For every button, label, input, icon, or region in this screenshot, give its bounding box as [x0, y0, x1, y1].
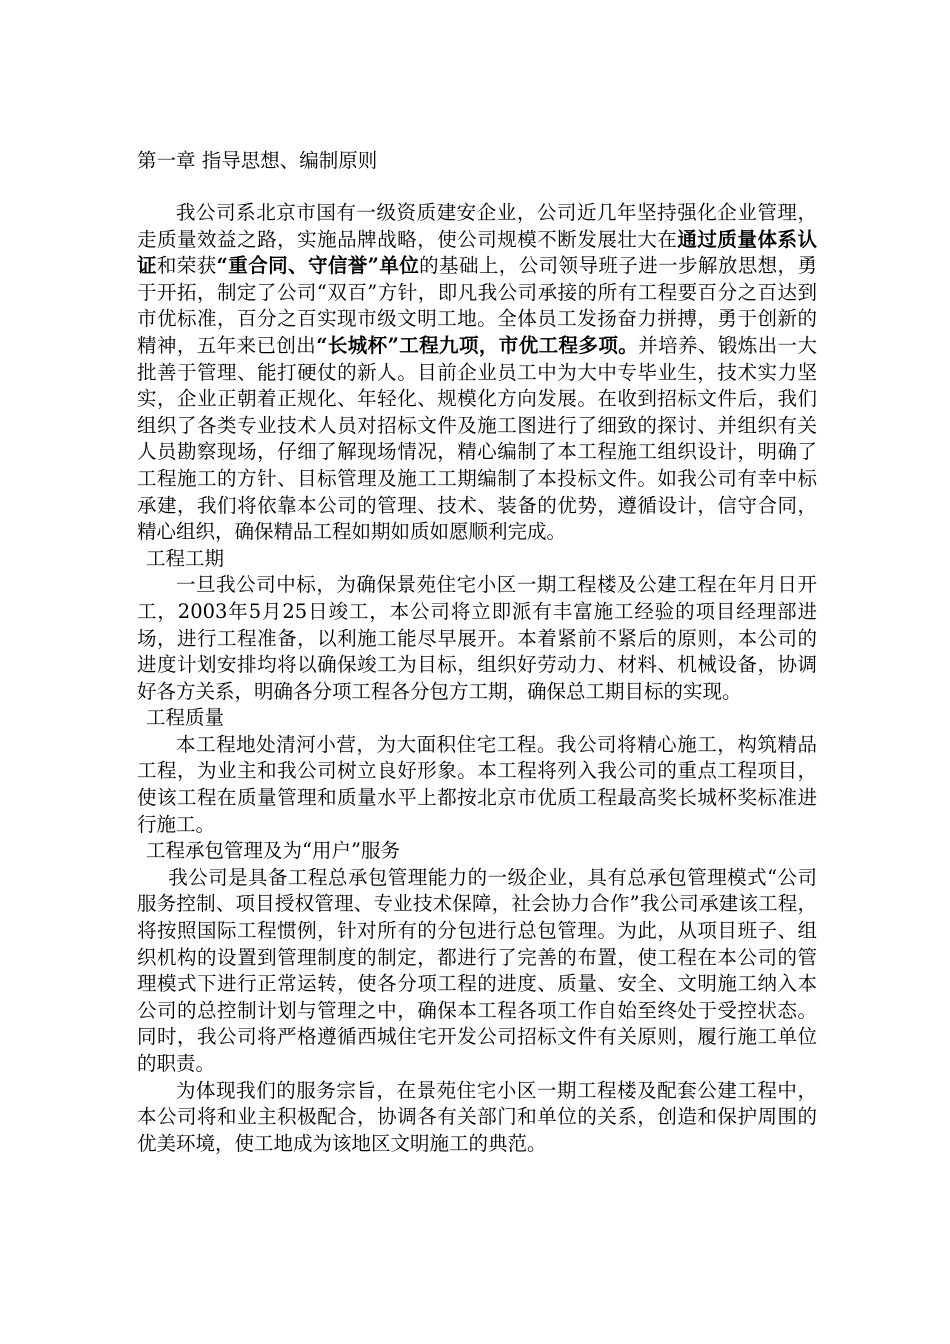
- section-heading-schedule: 工程工期: [146, 546, 225, 570]
- intro-text-2: 和荣获: [156, 254, 217, 278]
- intro-text-3: 的基础上，公司领导班子进一步解放思想，勇于开拓，制定了公司“双百”方针，即凡我公司承接的所有工程要百分之百达到市优标准，百分之百实现市级文明工地。全体员工发扬奋力拼搏，勇于创新的精神，五年来已创出: [137, 254, 817, 357]
- intro-bold-honor: “重合同、守信誉”单位: [216, 254, 420, 278]
- document-page: [137, 148, 817, 1157]
- intro-text-1: 我公司系北京市国有一级资质建安企业，公司近几年坚持强化企业管理，走质量效益之路，实施品牌战略，使公司规模不断发展壮大在: [137, 201, 817, 251]
- section-paragraph-quality: 本工程地处清河小营，为大面积住宅工程。我公司将精心施工，构筑精品工程，为业主和我公司树立良好形象。本工程将列入我公司的重点工程项目，使该工程在质量管理和质量水平上都按北京市优质工程最高奖长城杯奖标准进行施工。: [137, 732, 817, 836]
- section-paragraph-service: 为体现我们的服务宗旨，在景苑住宅小区一期工程楼及配套公建工程中，本公司将和业主积极配合，协调各有关部门和单位的关系，创造和保护周围的优美环境，使工地成为该地区文明施工的典范。: [137, 1078, 817, 1155]
- intro-bold-awards: “长城杯”工程九项，市优工程多项。: [316, 333, 639, 357]
- section-paragraph-contracting: 我公司是具备工程总承包管理能力的一级企业，具有总承包管理模式“公司服务控制、项目授权管理、专业技术保障，社会协力合作”我公司承建该工程，将按照国际工程惯例，针对所有的分包进行总包管理。为此，从项目班子、组织机构的设置到管理制度的制定，都进行了完善的布置，使工程在本公司的管理模式下进行正常运转，使各分项工程的进度、质量、安全、文明施工纳入本公司的总控制计划与管理之中，确保本工程各项工作自始至终处于受控状态。同时，我公司将严格遵循西城住宅开发公司招标文件有关原则，履行施工单位的职责。: [137, 865, 817, 1075]
- section-paragraph-schedule: 一旦我公司中标，为确保景苑住宅小区一期工程楼及公建工程在年月日开工，2003年5月25日竣工，本公司将立即派有丰富施工经验的项目经理部进场，进行工程准备，以利施工能尽早展开。本着紧前不紧后的原则，本公司的进度计划安排均将以确保竣工为目标，组织好劳动力、材料、机械设备，协调好各方关系，明确各分项工程各分包方工期，确保总工期目标的实现。: [137, 573, 817, 703]
- chapter-title: 第一章 指导思想、编制原则: [137, 149, 378, 172]
- intro-bold-certification: 通过质量体系认证: [137, 227, 817, 278]
- section-heading-quality: 工程质量: [146, 706, 225, 730]
- section-heading-contracting: 工程承包管理及为“用户”服务: [146, 839, 400, 863]
- intro-text-4: 并培养、锻炼出一大批善于管理、能打硬仗的新人。目前企业员工中为大中专毕业生，技术实力坚实，企业正朝着正规化、年轻化、规模化方向发展。在收到招标文件后，我们组织了各类专业技术人员对招标文件及施工图进行了细致的探讨、并组织有关人员勘察现场，仔细了解现场情况，精心编制了本工程施工组织设计，明确了工程施工的方针、目标管理及施工工期编制了本投标文件。如我公司有幸中标承建，我们将依靠本公司的管理、技术、装备的优势，遵循设计，信守合同，精心组织，确保精品工程如期如质如愿顺利完成。: [137, 333, 817, 544]
- intro-paragraph: [137, 200, 817, 546]
